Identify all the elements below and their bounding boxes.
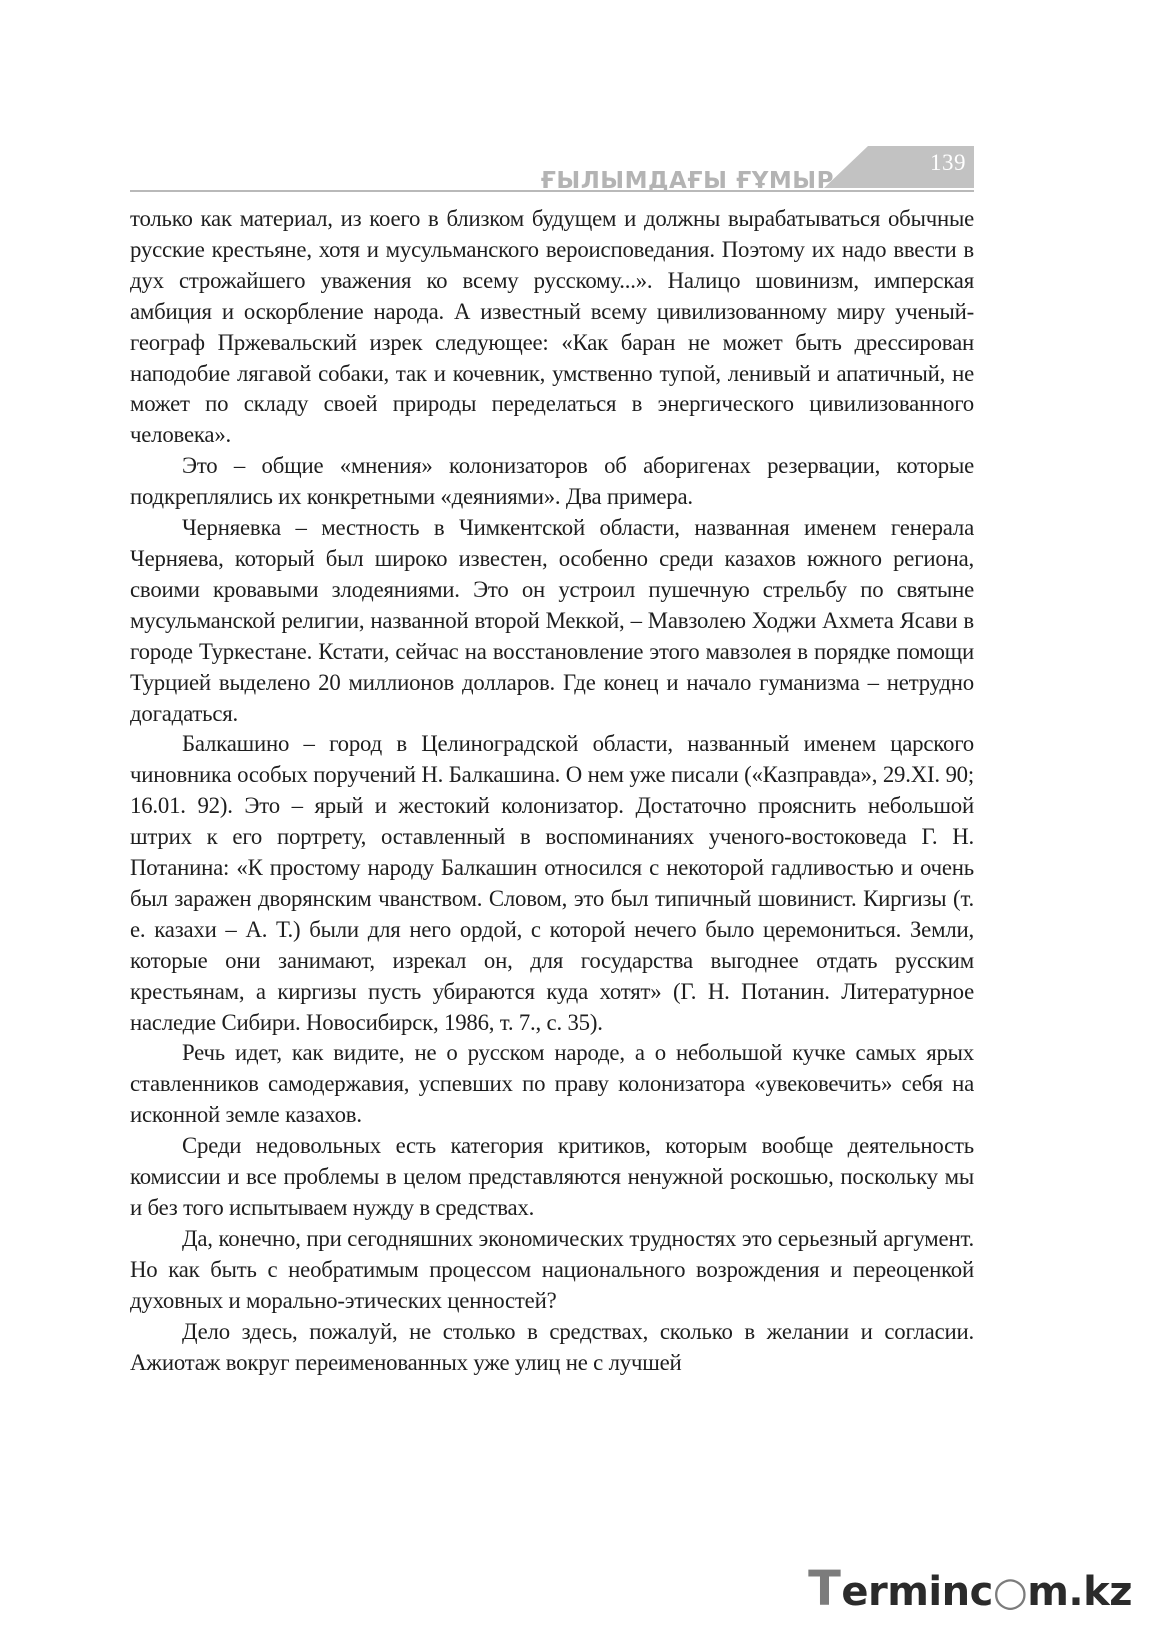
paragraph-3: Черняевка – местность в Чимкентской области, названная именем генерала Черняева, который был широко известен, особенно среди казахов южного региона, своими кровавыми злодеяниями. Это он устроил пушечную стрельбу по святыне мусульманской религии, названной второй Меккой, – Мавзолею Ходжи Ахмета Ясави в городе Туркестане. Кстати, сейчас на восстановление этого мавзолея в порядке помощи Турцией выделено 20 миллионов долларов. Где конец и начало гуманизма – нетрудно догадаться. bbox=[130, 515, 974, 726]
header-rule bbox=[130, 190, 974, 192]
running-header-title: ҒЫЛЫМДАҒЫ ҒҰМЫР bbox=[540, 168, 834, 194]
watermark-t-glyph: T bbox=[808, 1561, 841, 1617]
body-text bbox=[130, 204, 974, 1378]
watermark-text-b: m.kz bbox=[1027, 1569, 1132, 1615]
page-number: 139 bbox=[930, 150, 966, 175]
page-number-tab bbox=[824, 146, 974, 188]
watermark-magnifier-icon: ○ bbox=[992, 1569, 1028, 1615]
paragraph-7: Да, конечно, при сегодняшних экономических трудностях это серьезный аргумент. Но как быть с необратимым процессом национального возрождения и переоценкой духовных и морально-этических ценностей? bbox=[130, 1225, 974, 1313]
paragraph-2: Это – общие «мнения» колонизаторов об аборигенах резервации, которые подкреплялись их конкретными «деяниями». Два примера. bbox=[130, 453, 974, 510]
paragraph-4: Балкашино – город в Целиноградской области, названный именем царского чиновника особых поручений Н. Балкашина. О нем уже писали («Казправда», 29.XI. 90; 16.01. 92). Это – ярый и жестокий колонизатор. Достаточно прояснить небольшой штрих к его портрету, оставленный в воспоминаниях ученого-востоковеда Г. Н. Потанина: «К простому народу Балкашин относился с некоторой гадливостью и очень был заражен дворянским чванством. Словом, это был типичный шовинист. Киргизы (т. е. казахи – А. Т.) были для него ордой, с которой нечего было церемониться. Земли, которые они занимают, изрекал он, для государства выгоднее отдать русским крестьянам, а киргизы пусть убираются куда хотят» (Г. Н. Потанин. Литературное наследие Сибири. Новосибирск, 1986, т. 7., с. 35). bbox=[130, 731, 974, 1035]
paragraph-6: Среди недовольных есть категория критиков, которым вообще деятельность комиссии и все проблемы в целом представляются ненужной роскошью, поскольку мы и без того испытываем нужду в средствах. bbox=[130, 1133, 974, 1220]
paragraph-5: Речь идет, как видите, не о русском народе, а о небольшой кучке самых ярых ставленников самодержавия, успевших по праву колонизатора «увековечить» себя на исконной земле казахов. bbox=[130, 1040, 974, 1128]
watermark-text-a: erminc bbox=[841, 1569, 993, 1615]
paragraph-8: Дело здесь, пожалуй, не столько в средствах, сколько в желании и согласии. Ажиотаж вокруг переименованных уже улиц не с лучшей bbox=[130, 1318, 974, 1375]
termincom-watermark-logo bbox=[808, 1561, 1132, 1617]
paragraph-1: только как материал, из коего в близком будущем и должны вырабатываться обычные русские крестьяне, хотя и мусульманского вероисповедания. Поэтому их надо ввести в дух строжайшего уважения ко всему русскому...». Налицо шовинизм, имперская амбиция и оскорбление народа. А известный всему цивилизованному миру ученый-географ Пржевальский изрек следующее: «Как баран не может быть дрессирован наподобие лягавой собаки, так и кочевник, умственно тупой, ленивый и апатичный, не может по складу своей природы переделаться в энергического цивилизованного человека». bbox=[130, 206, 974, 448]
running-header bbox=[130, 146, 974, 196]
